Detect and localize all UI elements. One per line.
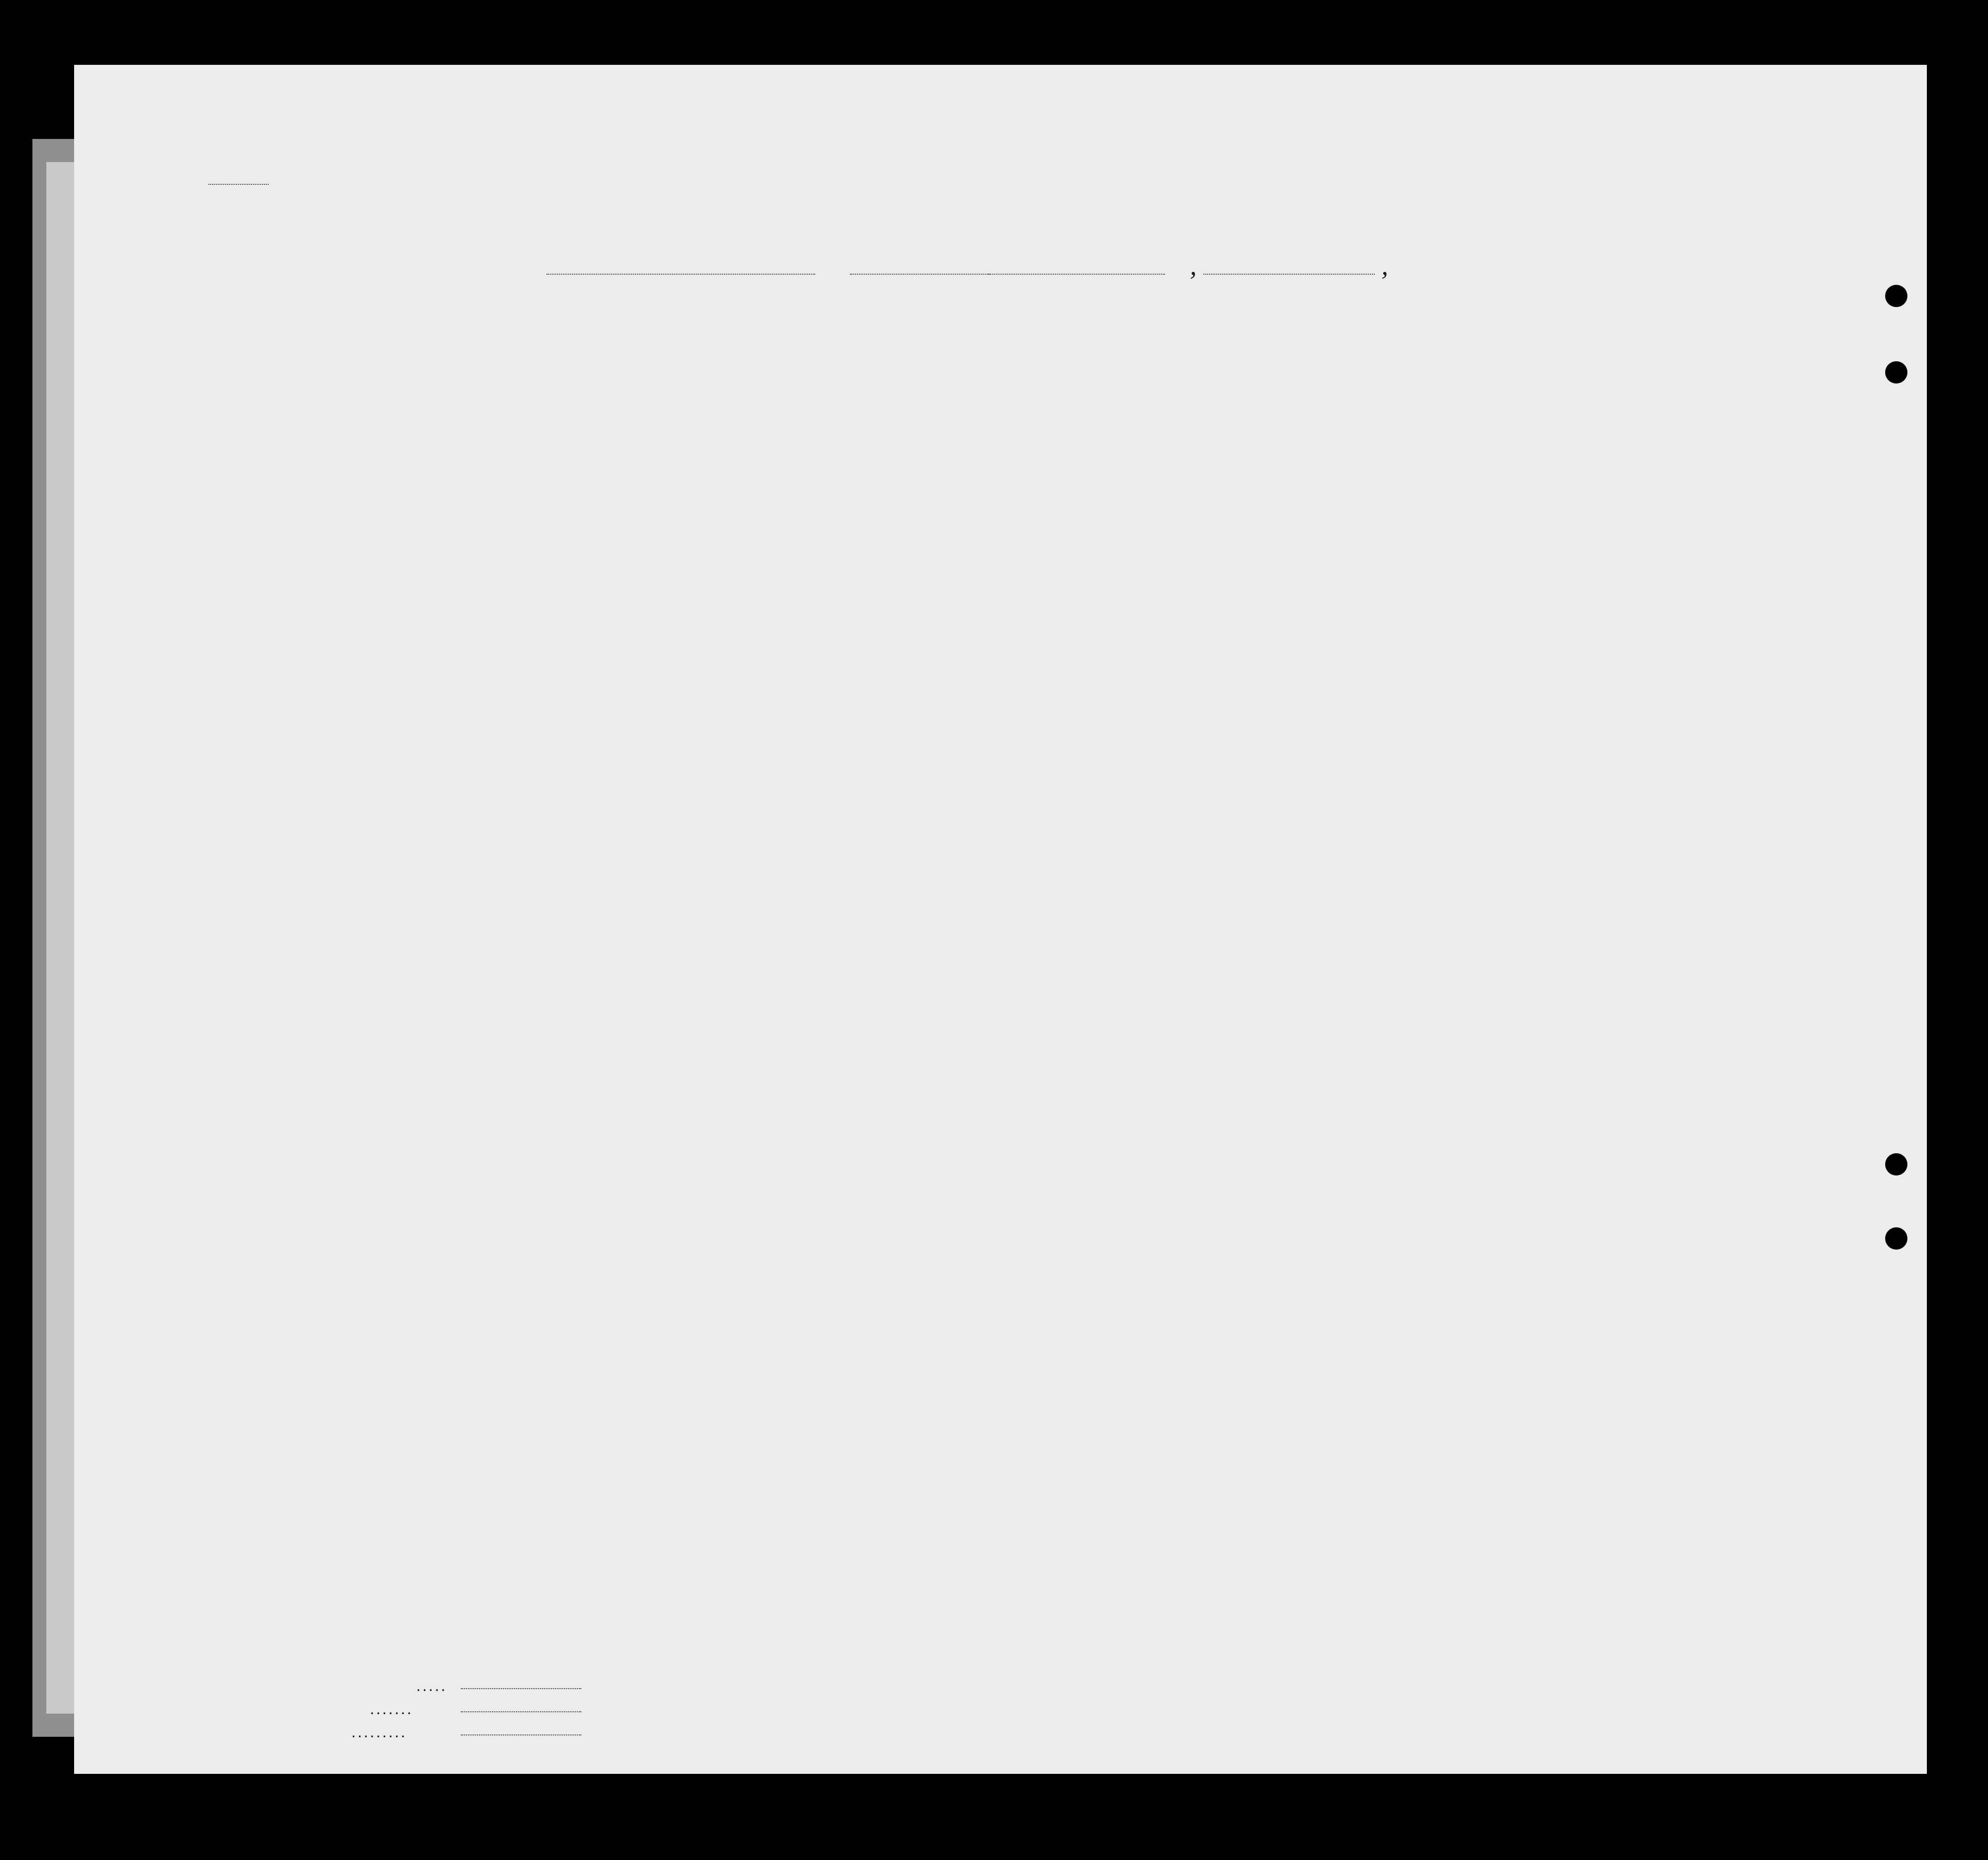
binder-hole	[1885, 1153, 1907, 1175]
ship-line: , ,	[547, 250, 1936, 281]
manifest-sheet: , , . . . . . . . . . . . . . . . . . . . . .	[74, 65, 1927, 1774]
binder-hole	[1885, 361, 1907, 383]
binder-hole	[1885, 285, 1907, 307]
table-grid	[74, 65, 1927, 1774]
binder-hole	[1885, 1227, 1907, 1250]
